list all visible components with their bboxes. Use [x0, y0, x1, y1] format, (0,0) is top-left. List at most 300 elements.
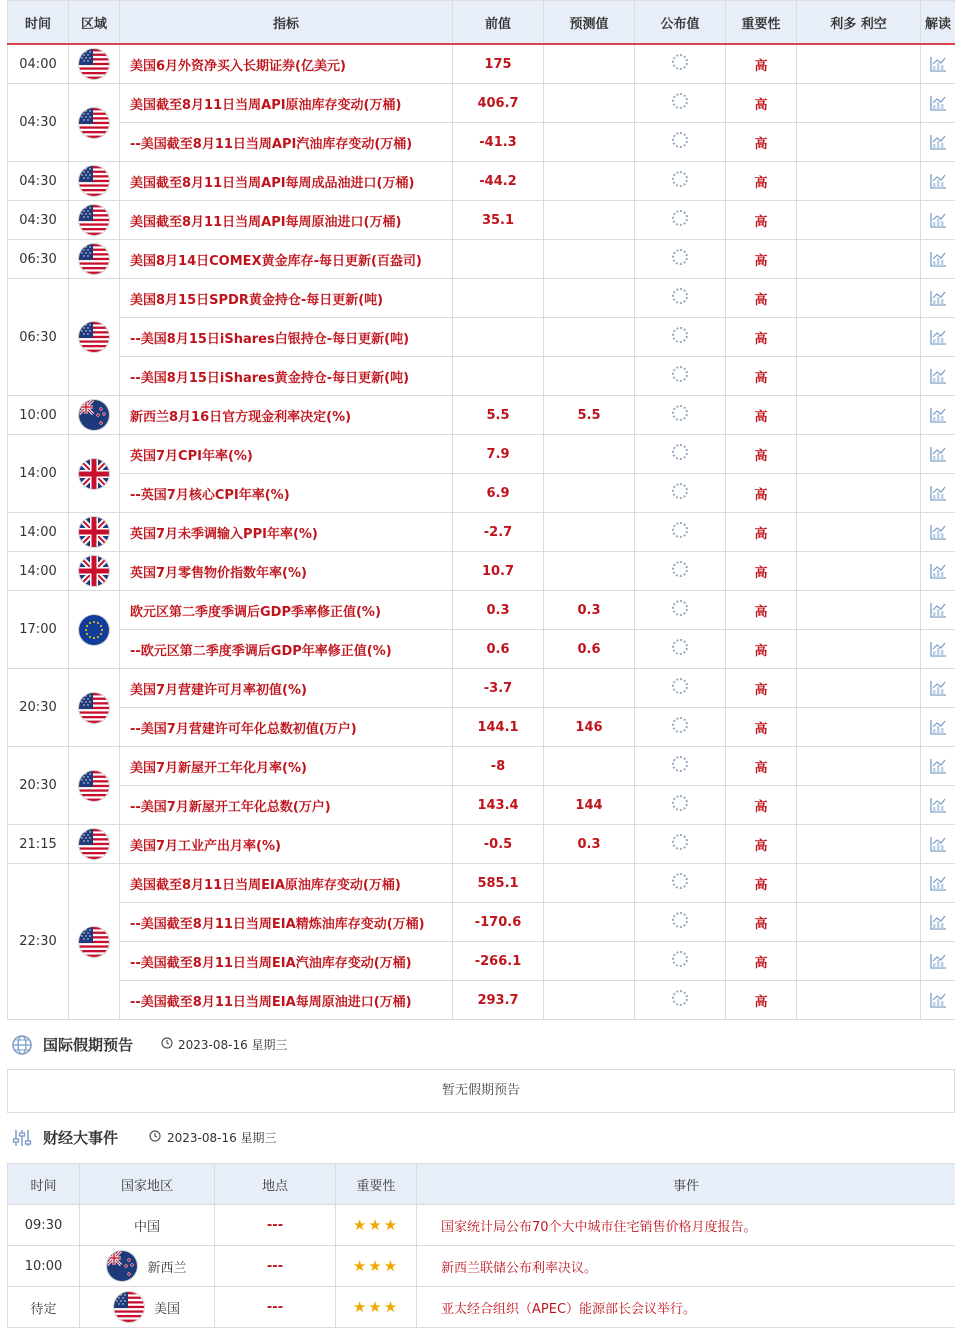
event-time: 04:30 — [8, 162, 69, 201]
events-col-event: 事件 — [417, 1164, 955, 1205]
previous-value — [453, 279, 544, 318]
loading-spinner-icon — [672, 639, 688, 655]
indicator-name[interactable]: --美国截至8月11日当周API汽油库存变动(万桶) — [120, 123, 453, 162]
flag-nz-icon — [79, 400, 109, 430]
actual-value — [635, 591, 726, 630]
importance-value: 高 — [726, 435, 797, 474]
event-time: 22:30 — [8, 864, 69, 1020]
forecast-value — [544, 864, 635, 903]
impact-cell — [797, 84, 921, 123]
event-description[interactable]: 新西兰联储公布利率决议。 — [417, 1246, 955, 1287]
analysis-cell[interactable] — [921, 591, 955, 630]
forecast-value — [544, 513, 635, 552]
analysis-cell[interactable] — [921, 44, 955, 84]
impact-cell — [797, 903, 921, 942]
loading-spinner-icon — [672, 600, 688, 616]
impact-cell — [797, 981, 921, 1020]
chart-icon[interactable] — [929, 94, 947, 112]
indicator-name[interactable]: 美国6月外资净买入长期证券(亿美元) — [120, 44, 453, 84]
analysis-cell[interactable] — [921, 669, 955, 708]
indicator-name[interactable]: 美国截至8月11日当周API原油库存变动(万桶) — [120, 84, 453, 123]
previous-value: -170.6 — [453, 903, 544, 942]
chart-icon[interactable] — [929, 289, 947, 307]
chart-icon[interactable] — [929, 679, 947, 697]
calendar-row — [8, 84, 955, 123]
chart-icon[interactable] — [929, 133, 947, 151]
previous-value — [453, 318, 544, 357]
loading-spinner-icon — [672, 522, 688, 538]
previous-value: -8 — [453, 747, 544, 786]
actual-value — [635, 903, 726, 942]
calendar-row — [8, 591, 955, 630]
actual-value — [635, 747, 726, 786]
flag-us-icon — [79, 205, 109, 235]
analysis-cell[interactable] — [921, 864, 955, 903]
actual-value — [635, 396, 726, 435]
importance-value: 高 — [726, 357, 797, 396]
flag-uk-icon — [79, 556, 109, 586]
forecast-value — [544, 44, 635, 84]
indicator-name[interactable]: 美国8月15日SPDR黄金持仓-每日更新(吨) — [120, 279, 453, 318]
importance-value: 高 — [726, 123, 797, 162]
event-time: 14:00 — [8, 435, 69, 513]
event-location: --- — [215, 1287, 336, 1328]
indicator-name[interactable]: --美国7月新屋开工年化总数(万户) — [120, 786, 453, 825]
previous-value: 585.1 — [453, 864, 544, 903]
loading-spinner-icon — [672, 444, 688, 460]
importance-value: 高 — [726, 162, 797, 201]
analysis-cell[interactable] — [921, 981, 955, 1020]
indicator-name[interactable]: --美国8月15日iShares白银持仓-每日更新(吨) — [120, 318, 453, 357]
region-flag — [69, 279, 120, 396]
indicator-name[interactable]: 美国截至8月11日当周API每周成品油进口(万桶) — [120, 162, 453, 201]
flag-us-icon — [79, 244, 109, 274]
forecast-value: 0.3 — [544, 825, 635, 864]
flag-us-icon — [79, 322, 109, 352]
analysis-cell[interactable] — [921, 708, 955, 747]
col-impact: 利多 利空 — [797, 1, 921, 45]
forecast-value — [544, 552, 635, 591]
event-time: 10:00 — [8, 1246, 80, 1287]
actual-value — [635, 981, 726, 1020]
region-flag — [69, 747, 120, 825]
analysis-cell[interactable] — [921, 825, 955, 864]
forecast-value — [544, 747, 635, 786]
loading-spinner-icon — [672, 171, 688, 187]
previous-value: 0.6 — [453, 630, 544, 669]
analysis-cell[interactable] — [921, 903, 955, 942]
actual-value — [635, 435, 726, 474]
event-location: --- — [215, 1205, 336, 1246]
actual-value — [635, 201, 726, 240]
loading-spinner-icon — [672, 132, 688, 148]
analysis-cell[interactable] — [921, 396, 955, 435]
calendar-row — [8, 240, 955, 279]
forecast-value: 5.5 — [544, 396, 635, 435]
impact-cell — [797, 513, 921, 552]
indicator-name[interactable]: 新西兰8月16日官方现金利率决定(%) — [120, 396, 453, 435]
country-name: 中国 — [134, 1216, 160, 1235]
previous-value: -2.7 — [453, 513, 544, 552]
event-time: 14:00 — [8, 552, 69, 591]
indicator-name[interactable]: 美国截至8月11日当周EIA原油库存变动(万桶) — [120, 864, 453, 903]
calendar-row — [8, 786, 955, 825]
analysis-cell[interactable] — [921, 357, 955, 396]
col-analysis: 解读 — [921, 1, 955, 45]
events-table — [7, 1163, 955, 1328]
event-time: 10:00 — [8, 396, 69, 435]
region-flag — [69, 84, 120, 162]
impact-cell — [797, 942, 921, 981]
flag-us-icon — [79, 829, 109, 859]
importance-value: 高 — [726, 513, 797, 552]
chart-icon[interactable] — [929, 952, 947, 970]
previous-value: 406.7 — [453, 84, 544, 123]
analysis-cell[interactable] — [921, 942, 955, 981]
forecast-value — [544, 279, 635, 318]
chart-icon[interactable] — [929, 874, 947, 892]
events-header-row — [8, 1164, 955, 1205]
previous-value: 293.7 — [453, 981, 544, 1020]
clock-icon — [149, 1130, 161, 1142]
importance-value: 高 — [726, 44, 797, 84]
chart-icon[interactable] — [929, 406, 947, 424]
chart-icon[interactable] — [929, 601, 947, 619]
chart-icon[interactable] — [929, 835, 947, 853]
region-flag — [69, 201, 120, 240]
importance-value: 高 — [726, 552, 797, 591]
calendar-header-row — [8, 1, 955, 45]
chart-icon[interactable] — [929, 328, 947, 346]
star-rating-icon: ★★★ — [353, 1298, 399, 1316]
actual-value — [635, 279, 726, 318]
previous-value: -41.3 — [453, 123, 544, 162]
chart-icon[interactable] — [929, 991, 947, 1009]
calendar-row — [8, 435, 955, 474]
importance-value: 高 — [726, 708, 797, 747]
chart-icon[interactable] — [929, 796, 947, 814]
impact-cell — [797, 44, 921, 84]
economic-calendar-table — [7, 0, 955, 1020]
previous-value: 175 — [453, 44, 544, 84]
indicator-name[interactable]: --美国截至8月11日当周EIA汽油库存变动(万桶) — [120, 942, 453, 981]
previous-value: -0.5 — [453, 825, 544, 864]
calendar-row — [8, 942, 955, 981]
indicator-name[interactable]: --英国7月核心CPI年率(%) — [120, 474, 453, 513]
calendar-row — [8, 825, 955, 864]
calendar-row — [8, 201, 955, 240]
flag-us-icon — [79, 166, 109, 196]
event-description[interactable]: 国家统计局公布70个大中城市住宅销售价格月度报告。 — [417, 1205, 955, 1246]
calendar-row — [8, 123, 955, 162]
col-indicator: 指标 — [120, 1, 453, 45]
calendar-row — [8, 864, 955, 903]
event-country — [80, 1287, 215, 1328]
event-time: 14:00 — [8, 513, 69, 552]
forecast-value — [544, 84, 635, 123]
calendar-row — [8, 513, 955, 552]
event-row — [8, 1246, 955, 1287]
events-col-time: 时间 — [8, 1164, 80, 1205]
holiday-date: 2023-08-16 星期三 — [178, 1036, 288, 1053]
forecast-value: 146 — [544, 708, 635, 747]
actual-value — [635, 942, 726, 981]
actual-value — [635, 825, 726, 864]
event-time: 06:30 — [8, 240, 69, 279]
importance-value: 高 — [726, 903, 797, 942]
chart-icon[interactable] — [929, 757, 947, 775]
impact-cell — [797, 747, 921, 786]
analysis-cell[interactable] — [921, 84, 955, 123]
indicator-name[interactable]: --美国截至8月11日当周EIA每周原油进口(万桶) — [120, 981, 453, 1020]
chart-icon[interactable] — [929, 211, 947, 229]
previous-value: 7.9 — [453, 435, 544, 474]
loading-spinner-icon — [672, 288, 688, 304]
calendar-row — [8, 318, 955, 357]
region-flag — [69, 591, 120, 669]
indicator-name[interactable]: --美国8月15日iShares黄金持仓-每日更新(吨) — [120, 357, 453, 396]
indicator-name[interactable]: 美国7月营建许可月率初值(%) — [120, 669, 453, 708]
actual-value — [635, 474, 726, 513]
analysis-cell[interactable] — [921, 474, 955, 513]
region-flag — [69, 513, 120, 552]
forecast-value — [544, 240, 635, 279]
chart-icon[interactable] — [929, 718, 947, 736]
indicator-name[interactable]: 美国8月14日COMEX黄金库存-每日更新(百盎司) — [120, 240, 453, 279]
importance-value: 高 — [726, 981, 797, 1020]
forecast-value — [544, 669, 635, 708]
calendar-row — [8, 279, 955, 318]
importance-value: 高 — [726, 279, 797, 318]
events-date: 2023-08-16 星期三 — [167, 1129, 277, 1146]
chart-icon[interactable] — [929, 484, 947, 502]
col-forecast: 预测值 — [544, 1, 635, 45]
chart-icon[interactable] — [929, 640, 947, 658]
forecast-value — [544, 942, 635, 981]
indicator-name[interactable]: 英国7月CPI年率(%) — [120, 435, 453, 474]
loading-spinner-icon — [672, 873, 688, 889]
chart-icon[interactable] — [929, 250, 947, 268]
chart-icon[interactable] — [929, 172, 947, 190]
col-time: 时间 — [8, 1, 69, 45]
calendar-row — [8, 552, 955, 591]
importance-value: 高 — [726, 84, 797, 123]
star-rating-icon: ★★★ — [353, 1216, 399, 1234]
events-col-importance: 重要性 — [336, 1164, 417, 1205]
event-row — [8, 1287, 955, 1328]
loading-spinner-icon — [672, 366, 688, 382]
previous-value: -3.7 — [453, 669, 544, 708]
globe-icon — [11, 1034, 33, 1056]
chart-icon[interactable] — [929, 367, 947, 385]
flag-us-icon — [114, 1292, 144, 1322]
col-actual: 公布值 — [635, 1, 726, 45]
impact-cell — [797, 669, 921, 708]
event-time: 04:00 — [8, 44, 69, 84]
analysis-cell[interactable] — [921, 630, 955, 669]
actual-value — [635, 786, 726, 825]
region-flag — [69, 240, 120, 279]
indicator-name[interactable]: 英国7月零售物价指数年率(%) — [120, 552, 453, 591]
actual-value — [635, 669, 726, 708]
impact-cell — [797, 591, 921, 630]
forecast-value: 0.6 — [544, 630, 635, 669]
previous-value — [453, 357, 544, 396]
importance-value: 高 — [726, 474, 797, 513]
country-name: 新西兰 — [147, 1257, 186, 1276]
analysis-cell[interactable] — [921, 123, 955, 162]
star-rating-icon: ★★★ — [353, 1257, 399, 1275]
loading-spinner-icon — [672, 834, 688, 850]
event-row — [8, 1205, 955, 1246]
actual-value — [635, 708, 726, 747]
previous-value: -44.2 — [453, 162, 544, 201]
indicator-name[interactable]: 欧元区第二季度季调后GDP季率修正值(%) — [120, 591, 453, 630]
calendar-row — [8, 162, 955, 201]
chart-icon[interactable] — [929, 523, 947, 541]
event-country — [80, 1246, 215, 1287]
previous-value — [453, 240, 544, 279]
indicator-name[interactable]: 美国截至8月11日当周API每周原油进口(万桶) — [120, 201, 453, 240]
chart-icon[interactable] — [929, 445, 947, 463]
actual-value — [635, 864, 726, 903]
forecast-value — [544, 903, 635, 942]
indicator-name[interactable]: 美国7月新屋开工年化月率(%) — [120, 747, 453, 786]
importance-value: 高 — [726, 747, 797, 786]
analysis-cell[interactable] — [921, 552, 955, 591]
impact-cell — [797, 864, 921, 903]
flag-us-icon — [79, 927, 109, 957]
event-time: 21:15 — [8, 825, 69, 864]
calendar-row — [8, 747, 955, 786]
forecast-value: 0.3 — [544, 591, 635, 630]
actual-value — [635, 357, 726, 396]
region-flag — [69, 44, 120, 84]
importance-value: 高 — [726, 825, 797, 864]
importance-value: 高 — [726, 201, 797, 240]
actual-value — [635, 44, 726, 84]
analysis-cell[interactable] — [921, 513, 955, 552]
flag-nz-icon — [107, 1251, 137, 1281]
event-time: 06:30 — [8, 279, 69, 396]
analysis-cell[interactable] — [921, 435, 955, 474]
impact-cell — [797, 201, 921, 240]
actual-value — [635, 552, 726, 591]
flag-eu-icon — [79, 615, 109, 645]
forecast-value — [544, 123, 635, 162]
calendar-row — [8, 357, 955, 396]
importance-value: 高 — [726, 591, 797, 630]
event-time: 20:30 — [8, 747, 69, 825]
event-time: 17:00 — [8, 591, 69, 669]
analysis-cell[interactable] — [921, 279, 955, 318]
flag-uk-icon — [79, 459, 109, 489]
flag-uk-icon — [79, 517, 109, 547]
region-flag — [69, 162, 120, 201]
loading-spinner-icon — [672, 678, 688, 694]
importance-value: 高 — [726, 630, 797, 669]
impact-cell — [797, 630, 921, 669]
loading-spinner-icon — [672, 717, 688, 733]
flag-us-icon — [79, 108, 109, 138]
sliders-icon — [11, 1127, 33, 1149]
analysis-cell[interactable] — [921, 240, 955, 279]
impact-cell — [797, 474, 921, 513]
analysis-cell[interactable] — [921, 318, 955, 357]
previous-value: 35.1 — [453, 201, 544, 240]
analysis-cell[interactable] — [921, 747, 955, 786]
loading-spinner-icon — [672, 249, 688, 265]
forecast-value — [544, 318, 635, 357]
region-flag — [69, 669, 120, 747]
indicator-name[interactable]: --美国7月营建许可年化总数初值(万户) — [120, 708, 453, 747]
chart-icon[interactable] — [929, 913, 947, 931]
country-name: 美国 — [154, 1298, 180, 1317]
previous-value: -266.1 — [453, 942, 544, 981]
flag-us-icon — [79, 693, 109, 723]
indicator-name[interactable]: 美国7月工业产出月率(%) — [120, 825, 453, 864]
impact-cell — [797, 708, 921, 747]
previous-value: 5.5 — [453, 396, 544, 435]
importance-value: 高 — [726, 669, 797, 708]
chart-icon[interactable] — [929, 55, 947, 73]
region-flag — [69, 396, 120, 435]
impact-cell — [797, 786, 921, 825]
loading-spinner-icon — [672, 210, 688, 226]
calendar-row — [8, 396, 955, 435]
indicator-name[interactable]: --美国截至8月11日当周EIA精炼油库存变动(万桶) — [120, 903, 453, 942]
analysis-cell[interactable] — [921, 162, 955, 201]
events-title: 财经大事件 — [43, 1127, 118, 1148]
calendar-row — [8, 44, 955, 84]
analysis-cell[interactable] — [921, 201, 955, 240]
col-region: 区域 — [69, 1, 120, 45]
loading-spinner-icon — [672, 561, 688, 577]
indicator-name[interactable]: --欧元区第二季度季调后GDP年率修正值(%) — [120, 630, 453, 669]
impact-cell — [797, 825, 921, 864]
forecast-value — [544, 357, 635, 396]
event-time: 04:30 — [8, 201, 69, 240]
importance-value: 高 — [726, 786, 797, 825]
loading-spinner-icon — [672, 990, 688, 1006]
actual-value — [635, 162, 726, 201]
calendar-row — [8, 981, 955, 1020]
previous-value: 143.4 — [453, 786, 544, 825]
region-flag — [69, 435, 120, 513]
event-time: 20:30 — [8, 669, 69, 747]
calendar-row — [8, 708, 955, 747]
impact-cell — [797, 396, 921, 435]
impact-cell — [797, 357, 921, 396]
loading-spinner-icon — [672, 912, 688, 928]
loading-spinner-icon — [672, 405, 688, 421]
analysis-cell[interactable] — [921, 786, 955, 825]
holiday-empty-message: 暂无假期预告 — [7, 1069, 955, 1113]
indicator-name[interactable]: 英国7月未季调输入PPI年率(%) — [120, 513, 453, 552]
actual-value — [635, 123, 726, 162]
col-importance: 重要性 — [726, 1, 797, 45]
chart-icon[interactable] — [929, 562, 947, 580]
forecast-value — [544, 474, 635, 513]
previous-value: 6.9 — [453, 474, 544, 513]
loading-spinner-icon — [672, 756, 688, 772]
loading-spinner-icon — [672, 795, 688, 811]
actual-value — [635, 84, 726, 123]
event-description[interactable]: 亚太经合组织（APEC）能源部长会议举行。 — [417, 1287, 955, 1328]
previous-value: 144.1 — [453, 708, 544, 747]
loading-spinner-icon — [672, 54, 688, 70]
importance-value: 高 — [726, 396, 797, 435]
